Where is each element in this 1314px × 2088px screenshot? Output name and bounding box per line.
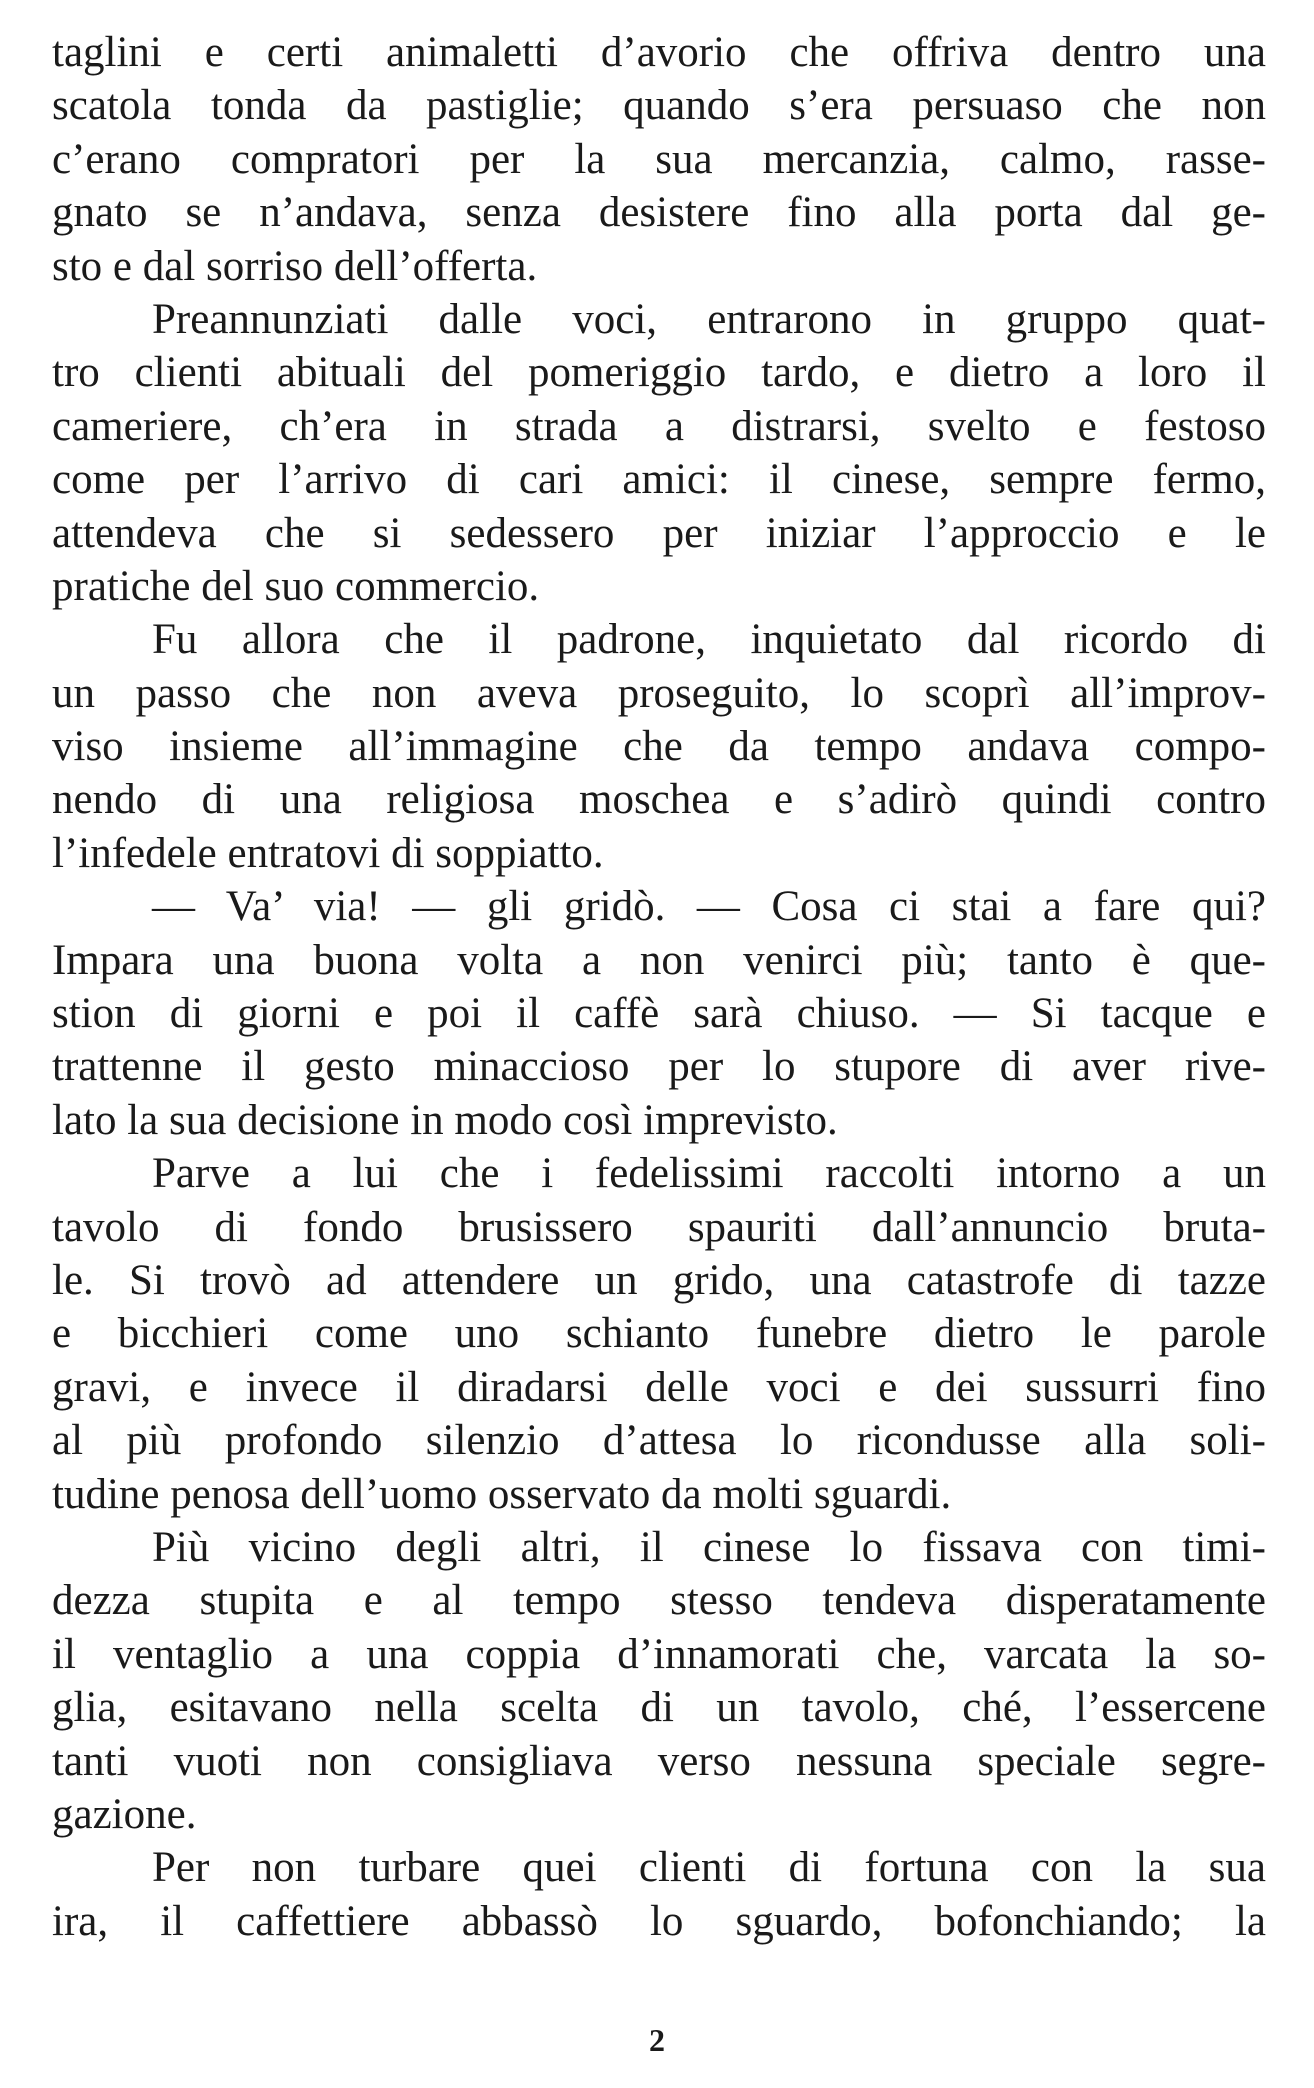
text-line: stion di giorni e poi il caffè sarà chiuso. — Si tacque e: [52, 990, 1266, 1038]
text-line: Impara una buona volta a non venirci più; tanto è que-: [52, 936, 1266, 984]
text-line: tro clienti abituali del pomeriggio tardo, e dietro a loro il: [52, 349, 1266, 397]
text-line: gnato se n’andava, senza desistere fino alla porta dal ge-: [52, 189, 1266, 237]
text-line: attendeva che si sedessero per iniziar l’approccio e le: [52, 509, 1266, 557]
text-line: gravi, e invece il diradarsi delle voci e dei sussurri fino: [52, 1363, 1266, 1411]
text-line: tavolo di fondo brusissero spauriti dall’annuncio bruta-: [52, 1203, 1266, 1251]
text-line: trattenne il gesto minaccioso per lo stupore di aver rive-: [52, 1043, 1266, 1091]
text-line: c’erano compratori per la sua mercanzia, calmo, rasse-: [52, 135, 1266, 183]
text-line: tanti vuoti non consigliava verso nessuna speciale segre-: [52, 1737, 1266, 1785]
text-line: viso insieme all’immagine che da tempo andava compo-: [52, 723, 1266, 771]
paragraph-first-line: Per non turbare quei clienti di fortuna con la sua: [152, 1844, 1266, 1892]
text-line: ira, il caffettiere abbassò lo sguardo, bofonchiando; la: [52, 1897, 1266, 1945]
text-line: lato la sua decisione in modo così imprevisto.: [52, 1096, 838, 1144]
text-line: tudine penosa dell’uomo osservato da molti sguardi.: [52, 1470, 952, 1518]
text-line: scatola tonda da pastiglie; quando s’era persuaso che non: [52, 82, 1266, 130]
text-line: al più profondo silenzio d’attesa lo ricondusse alla soli-: [52, 1417, 1266, 1465]
page-number: 2: [649, 2022, 665, 2058]
text-line: glia, esitavano nella scelta di un tavolo, ché, l’essercene: [52, 1684, 1266, 1732]
paragraph-first-line: Parve a lui che i fedelissimi raccolti intorno a un: [152, 1150, 1266, 1198]
text-line: taglini e certi animaletti d’avorio che offriva dentro una: [52, 29, 1266, 76]
paragraph-first-line: Preannunziati dalle voci, entrarono in gruppo quat-: [152, 295, 1266, 343]
text-line: come per l’arrivo di cari amici: il cinese, sempre fermo,: [52, 456, 1266, 504]
text-line: le. Si trovò ad attendere un grido, una catastrofe di tazze: [52, 1256, 1266, 1304]
paragraph-first-line: — Va’ via! — gli gridò. — Cosa ci stai a fare qui?: [152, 883, 1266, 931]
paragraph-first-line: Più vicino degli altri, il cinese lo fissava con timi-: [152, 1523, 1266, 1571]
text-line: cameriere, ch’era in strada a distrarsi, svelto e festoso: [52, 402, 1266, 450]
text-line: e bicchieri come uno schianto funebre dietro le parole: [52, 1310, 1266, 1358]
text-line: dezza stupita e al tempo stesso tendeva disperatamente: [52, 1577, 1266, 1625]
text-line: pratiche del suo commercio.: [52, 562, 540, 610]
text-line: sto e dal sorriso dell’offerta.: [52, 242, 538, 290]
text-line: gazione.: [52, 1790, 197, 1838]
text-line: nendo di una religiosa moschea e s’adirò quindi contro: [52, 776, 1266, 824]
text-line: un passo che non aveva proseguito, lo scoprì all’improv-: [52, 669, 1266, 717]
body-text: [52, 26, 1266, 1948]
text-line: il ventaglio a una coppia d’innamorati che, varcata la so-: [52, 1630, 1266, 1678]
paragraph-first-line: Fu allora che il padrone, inquietato dal ricordo di: [152, 616, 1266, 664]
text-line: l’infedele entratovi di soppiatto.: [52, 829, 604, 877]
